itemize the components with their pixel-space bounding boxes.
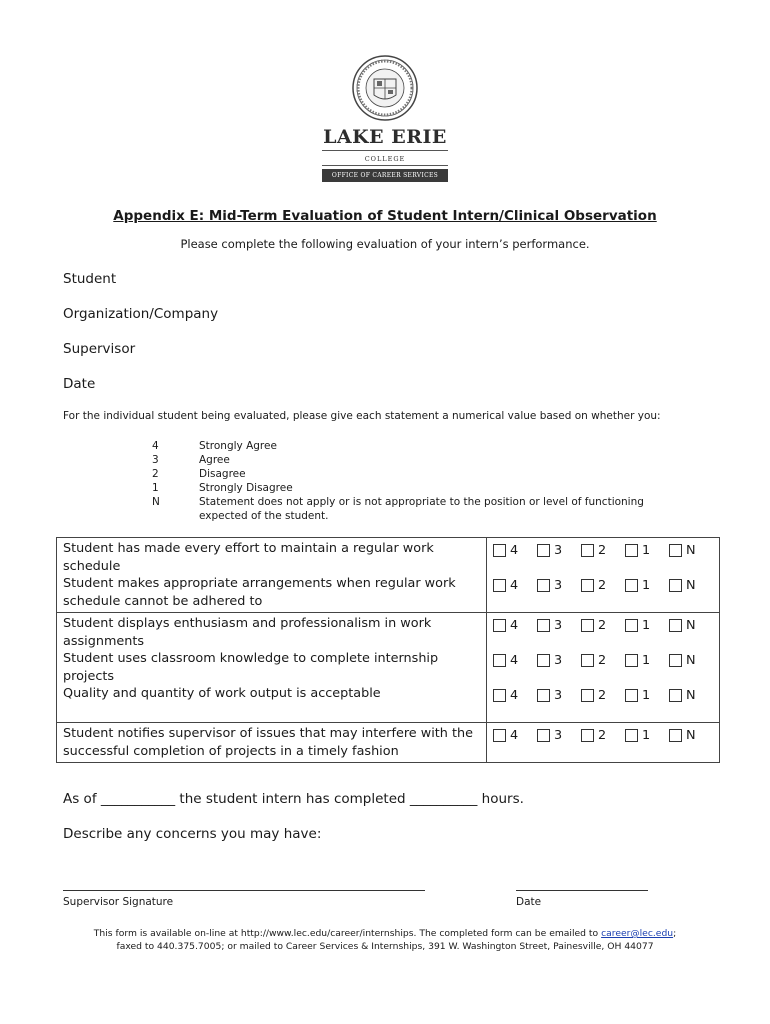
rating-option-label: 2 xyxy=(598,618,607,633)
rating-checkbox[interactable] xyxy=(493,619,506,632)
evaluation-statement: Student uses classroom knowledge to complete internship projects xyxy=(63,651,439,684)
rating-option-label: N xyxy=(686,688,696,703)
rating-option-label: 2 xyxy=(598,728,607,743)
rating-option xyxy=(581,688,625,703)
rating-option xyxy=(581,543,625,558)
scale-key: N xyxy=(152,496,160,508)
rating-option xyxy=(493,578,537,593)
rating-option-label: 3 xyxy=(554,578,563,593)
rating-option xyxy=(669,578,713,593)
rating-option xyxy=(537,688,581,703)
statement-cell xyxy=(57,613,487,723)
rating-instructions: For the individual student being evaluated, please give each statement a numerical value based on whether you: xyxy=(63,410,661,422)
logo-office-bar: OFFICE OF CAREER SERVICES xyxy=(322,169,448,182)
scale-description: Strongly Agree xyxy=(199,440,277,452)
scale-row xyxy=(152,495,672,523)
scale-row xyxy=(152,481,672,495)
logo-college-subname: COLLEGE xyxy=(364,155,406,163)
scale-row xyxy=(152,439,672,453)
date-field-label: Date xyxy=(63,376,96,392)
rating-checkbox[interactable] xyxy=(581,544,594,557)
rating-option xyxy=(493,618,537,633)
rating-option xyxy=(537,578,581,593)
signature-line[interactable] xyxy=(63,890,425,891)
rating-checkbox[interactable] xyxy=(493,579,506,592)
rating-checkbox[interactable] xyxy=(625,729,638,742)
scale-key: 4 xyxy=(152,440,159,452)
rating-checkbox[interactable] xyxy=(493,544,506,557)
rating-checkbox[interactable] xyxy=(493,729,506,742)
rating-option xyxy=(581,728,625,743)
statement-cell xyxy=(57,538,487,613)
rating-checkbox[interactable] xyxy=(581,579,594,592)
rating-option xyxy=(625,728,669,743)
rating-option-label: 4 xyxy=(510,543,519,558)
date-line[interactable] xyxy=(516,890,648,891)
rating-option xyxy=(493,728,537,743)
evaluation-table xyxy=(56,537,720,763)
signature-label: Supervisor Signature xyxy=(63,896,174,908)
date-label: Date xyxy=(516,896,542,908)
rating-option-row xyxy=(493,650,713,685)
rating-option xyxy=(581,578,625,593)
rating-option xyxy=(537,618,581,633)
rating-option-label: 3 xyxy=(554,728,563,743)
college-seal-icon xyxy=(352,55,418,121)
rating-checkbox[interactable] xyxy=(537,544,550,557)
rating-checkbox[interactable] xyxy=(669,579,682,592)
rating-option-label: 3 xyxy=(554,543,563,558)
rating-option-label: 4 xyxy=(510,618,519,633)
footer-line-1-end: ; xyxy=(673,928,677,939)
rating-option-label: 1 xyxy=(642,728,651,743)
evaluation-group-row xyxy=(57,723,720,763)
rating-option xyxy=(581,653,625,668)
rating-checkbox[interactable] xyxy=(537,654,550,667)
rating-option-row xyxy=(493,615,713,650)
rating-option xyxy=(669,543,713,558)
rating-checkbox[interactable] xyxy=(493,654,506,667)
rating-option-label: 2 xyxy=(598,688,607,703)
rating-option xyxy=(669,728,713,743)
scale-key: 2 xyxy=(152,468,159,480)
rating-checkbox[interactable] xyxy=(669,689,682,702)
rating-option-label: 4 xyxy=(510,653,519,668)
rating-option-label: N xyxy=(686,728,696,743)
rating-checkbox[interactable] xyxy=(669,544,682,557)
scale-description: Disagree xyxy=(199,468,246,480)
evaluation-group-row xyxy=(57,538,720,613)
rating-option-label: N xyxy=(686,653,696,668)
rating-option xyxy=(669,618,713,633)
rating-option-label: 3 xyxy=(554,618,563,633)
evaluation-statement: Student notifies supervisor of issues that may interfere with the successful completion of projects in a timely fashion xyxy=(63,726,473,759)
rating-scale-legend xyxy=(152,439,672,523)
rating-option xyxy=(537,653,581,668)
rating-option xyxy=(537,728,581,743)
rating-option-label: 4 xyxy=(510,578,519,593)
rating-checkbox[interactable] xyxy=(669,619,682,632)
rating-option xyxy=(625,618,669,633)
page-title: Appendix E: Mid-Term Evaluation of Student Intern/Clinical Observation xyxy=(113,208,657,224)
rating-option-label: 4 xyxy=(510,688,519,703)
rating-option-label: N xyxy=(686,578,696,593)
rating-option-label: 1 xyxy=(642,543,651,558)
rating-checkbox[interactable] xyxy=(669,729,682,742)
scale-key: 3 xyxy=(152,454,159,466)
rating-option xyxy=(493,688,537,703)
rating-option-row xyxy=(493,575,713,610)
rating-checkbox[interactable] xyxy=(669,654,682,667)
rating-checkbox[interactable] xyxy=(537,689,550,702)
rating-checkbox[interactable] xyxy=(625,544,638,557)
supervisor-field-label: Supervisor xyxy=(63,341,136,357)
student-field-label: Student xyxy=(63,271,117,287)
rating-checkbox[interactable] xyxy=(493,689,506,702)
rating-checkbox[interactable] xyxy=(625,689,638,702)
scale-key: 1 xyxy=(152,482,159,494)
rating-options-cell xyxy=(487,613,720,723)
rating-option-label: 1 xyxy=(642,578,651,593)
logo-rule xyxy=(322,150,448,151)
rating-option xyxy=(625,543,669,558)
organization-field-label: Organization/Company xyxy=(63,306,219,322)
evaluation-statement: Student displays enthusiasm and professionalism in work assignments xyxy=(63,616,432,649)
logo-college-name: LAKE ERIE xyxy=(323,126,447,148)
concerns-prompt: Describe any concerns you may have: xyxy=(63,826,322,842)
rating-option-label: 1 xyxy=(642,653,651,668)
rating-option-label: 1 xyxy=(642,688,651,703)
rating-options-cell xyxy=(487,538,720,613)
rating-option-label: 2 xyxy=(598,543,607,558)
rating-option xyxy=(581,618,625,633)
rating-option xyxy=(625,653,669,668)
rating-option xyxy=(669,688,713,703)
rating-options-cell xyxy=(487,723,720,763)
rating-option xyxy=(493,543,537,558)
footer-line-1-text: This form is available on-line at http://www.lec.edu/career/internships. The completed form can be emailed to xyxy=(93,928,602,939)
evaluation-statement: Student makes appropriate arrangements when regular work schedule cannot be adhered to xyxy=(63,576,456,609)
rating-option xyxy=(493,653,537,668)
rating-checkbox[interactable] xyxy=(581,654,594,667)
rating-option xyxy=(625,688,669,703)
rating-checkbox[interactable] xyxy=(537,729,550,742)
scale-row xyxy=(152,453,672,467)
rating-option-row xyxy=(493,725,713,760)
footer-line-2: faxed to 440.375.7005; or mailed to Career Services & Internships, 391 W. Washington Street, Painesville, OH 44077 xyxy=(116,941,654,952)
scale-description: Agree xyxy=(199,454,230,466)
rating-option-row xyxy=(493,540,713,575)
footer-line-1 xyxy=(0,927,770,940)
logo-rule xyxy=(322,165,448,166)
rating-checkbox[interactable] xyxy=(625,619,638,632)
statement-cell xyxy=(57,723,487,763)
hours-completed-text: As of ___________ the student intern has completed __________ hours. xyxy=(63,791,524,807)
rating-option xyxy=(669,653,713,668)
scale-description: Strongly Disagree xyxy=(199,482,293,494)
evaluation-statement: Quality and quantity of work output is acceptable xyxy=(63,686,381,701)
rating-option-label: 2 xyxy=(598,578,607,593)
evaluation-statement: Student has made every effort to maintain a regular work schedule xyxy=(63,541,434,574)
rating-option-label: 3 xyxy=(554,688,563,703)
rating-option-label: 2 xyxy=(598,653,607,668)
rating-checkbox[interactable] xyxy=(537,619,550,632)
rating-checkbox[interactable] xyxy=(625,654,638,667)
scale-description: Statement does not apply or is not appropriate to the position or level of functioning expected of the student. xyxy=(199,496,644,522)
rating-checkbox[interactable] xyxy=(581,619,594,632)
rating-option-row xyxy=(493,685,713,720)
rating-option-label: N xyxy=(686,543,696,558)
evaluation-group-row xyxy=(57,613,720,723)
rating-checkbox[interactable] xyxy=(625,579,638,592)
career-email-link[interactable]: career@lec.edu xyxy=(601,928,674,939)
scale-row xyxy=(152,467,672,481)
rating-option-label: 1 xyxy=(642,618,651,633)
college-logo xyxy=(322,55,448,183)
rating-checkbox[interactable] xyxy=(581,689,594,702)
rating-checkbox[interactable] xyxy=(581,729,594,742)
rating-option-label: 4 xyxy=(510,728,519,743)
rating-checkbox[interactable] xyxy=(537,579,550,592)
rating-option xyxy=(537,543,581,558)
rating-option xyxy=(625,578,669,593)
rating-option-label: 3 xyxy=(554,653,563,668)
page-subtitle: Please complete the following evaluation of your intern’s performance. xyxy=(180,237,590,251)
footer-note xyxy=(0,927,770,953)
rating-option-label: N xyxy=(686,618,696,633)
